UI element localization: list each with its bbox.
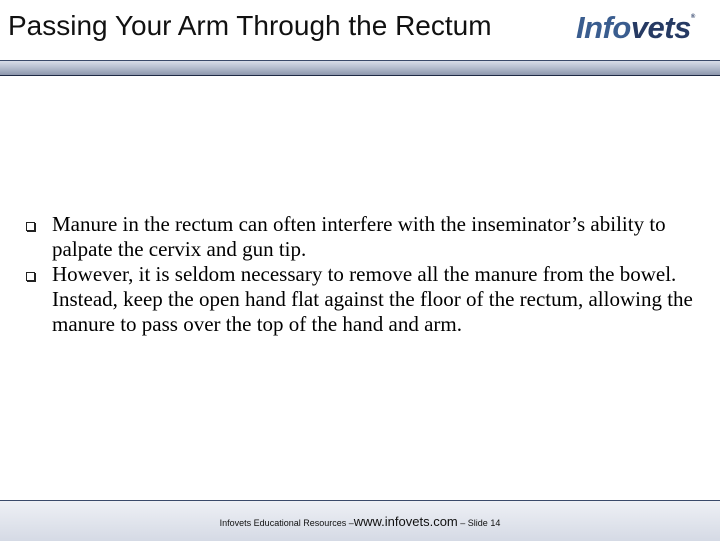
slide-footer xyxy=(0,514,720,529)
logo-text-info: Info xyxy=(576,10,631,45)
bullet-item xyxy=(24,212,704,262)
bullet-text: However, it is seldom necessary to remove all the manure from the bowel. Instead, keep the open hand flat against the floor of the rectum, allowing the manure to pass over the top of the hand and arm. xyxy=(52,262,693,336)
registered-mark: ® xyxy=(690,14,695,20)
header-divider-bar xyxy=(0,60,720,76)
bullet-text: Manure in the rectum can often interfere with the inseminator’s ability to palpate the cervix and gun tip. xyxy=(52,212,666,261)
footer-url-link[interactable]: www.infovets.com xyxy=(353,514,458,529)
square-bullet-icon xyxy=(26,272,35,281)
square-bullet-icon xyxy=(26,222,35,231)
slide-title: Passing Your Arm Through the Rectum xyxy=(8,10,492,41)
bullet-item xyxy=(24,262,704,337)
logo-text-vets: vets xyxy=(630,10,691,45)
infovets-logo xyxy=(576,10,695,46)
footer-prefix: Infovets Educational Resources – xyxy=(219,518,354,528)
footer-slide-number: – Slide 14 xyxy=(460,518,501,528)
bullet-list xyxy=(24,212,704,337)
